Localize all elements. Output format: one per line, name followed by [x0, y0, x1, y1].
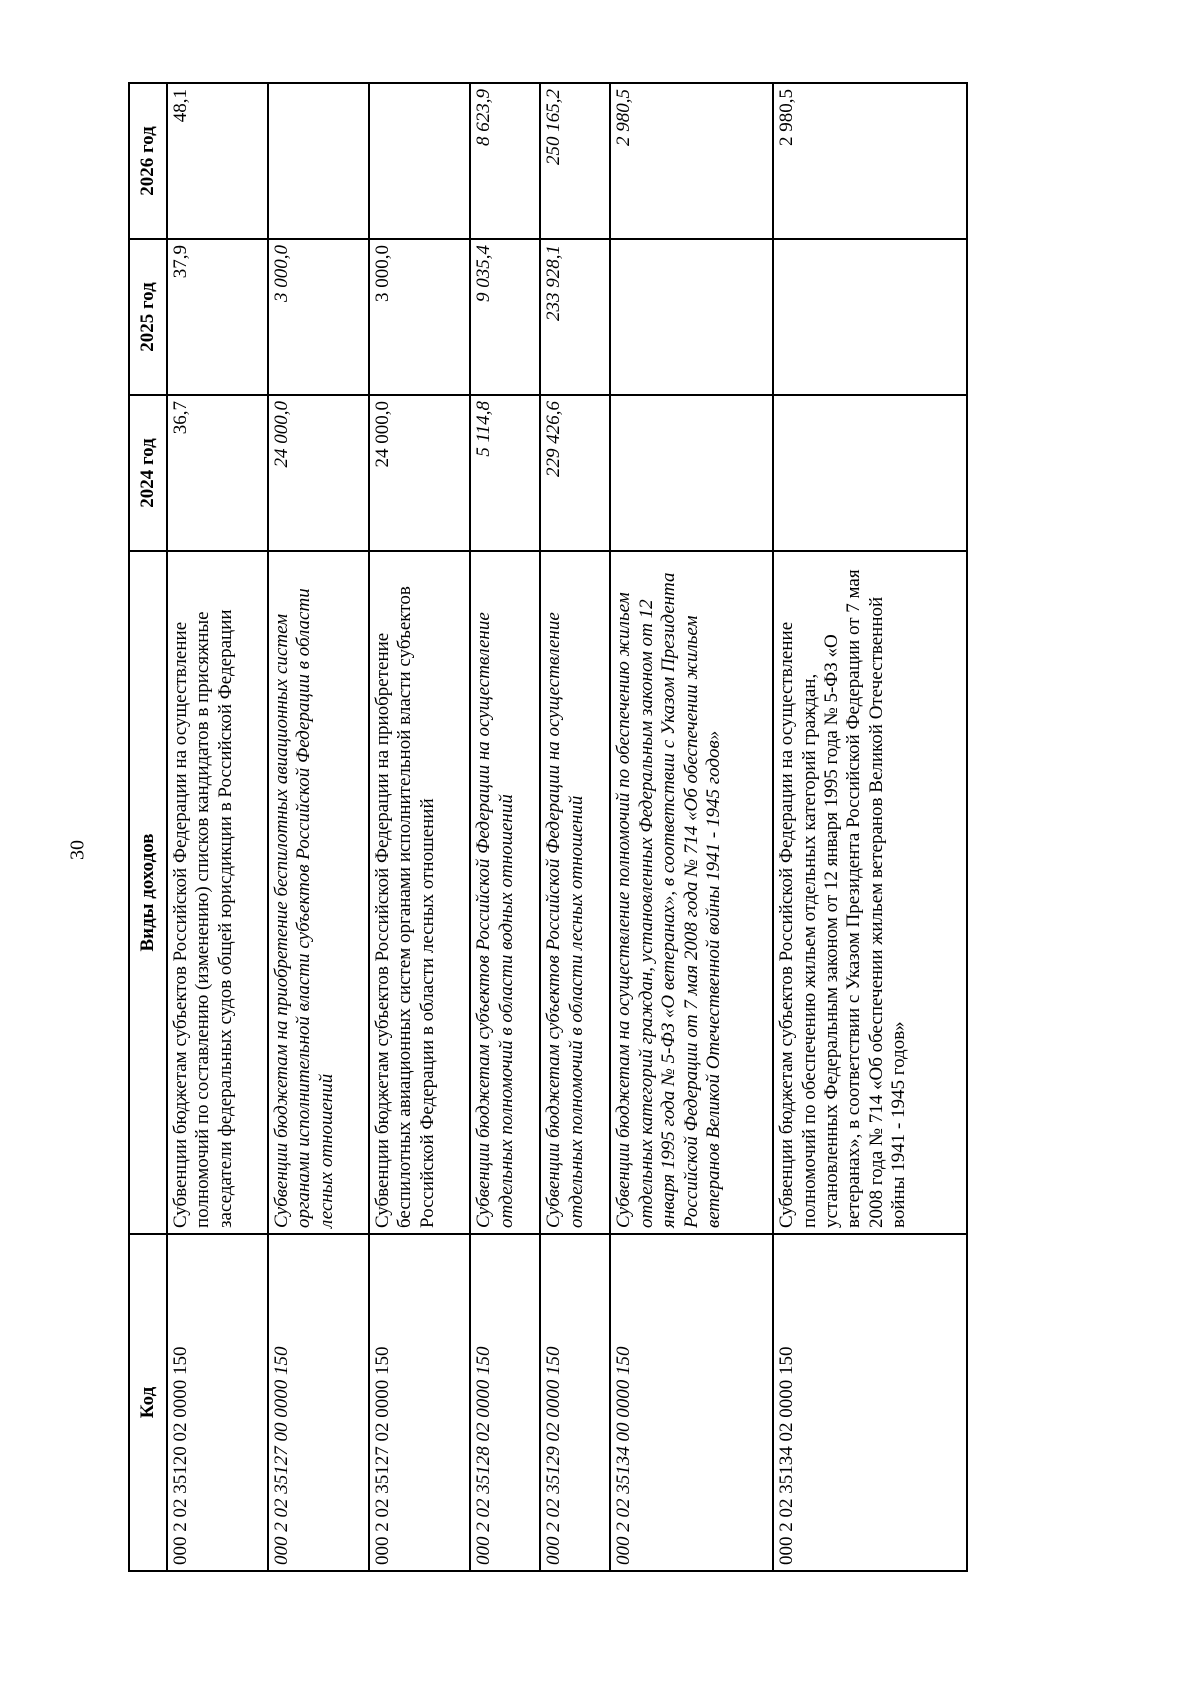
cell-2024: 24 000,0 — [369, 395, 470, 551]
cell-name: Субвенции бюджетам субъектов Российской Федерации на осуществление полномочий по обеспечению жильем отдельных категорий граждан, установленных Федеральным законом от 12 января 1995 года № 5-ФЗ «О ветеранах», в соответствии с Указом Президента Российской Федерации от 7 мая 2008 года № 714 «Об обеспечении жильем ветеранов Великой Отечественной войны 1941 - 1945 годов» — [773, 551, 967, 1234]
cell-2025: 37,9 — [167, 239, 268, 395]
cell-name: Субвенции бюджетам на приобретение беспилотных авиационных систем органами исполнительной власти субъектов Российской Федерации в области лесных отношений — [268, 551, 369, 1234]
cell-name: Субвенции бюджетам субъектов Российской Федерации на осуществление полномочий по составлению (изменению) списков кандидатов в присяжные заседатели федеральных судов общей юрисдикции в Российской Федерации — [167, 551, 268, 1234]
table-row — [540, 83, 610, 1571]
header-code: Код — [129, 1234, 167, 1571]
cell-2025: 9 035,4 — [470, 239, 540, 395]
header-2025: 2025 год — [129, 239, 167, 395]
page-number: 30 — [66, 840, 89, 860]
cell-2024 — [773, 395, 967, 551]
cell-2025: 3 000,0 — [369, 239, 470, 395]
cell-2024: 5 114,8 — [470, 395, 540, 551]
table-row — [167, 83, 268, 1571]
cell-2026: 250 165,2 — [540, 83, 610, 239]
table-row — [268, 83, 369, 1571]
header-name: Виды доходов — [129, 551, 167, 1234]
revenue-table — [128, 82, 968, 1572]
cell-2024: 36,7 — [167, 395, 268, 551]
cell-2025 — [773, 239, 967, 395]
cell-2025 — [610, 239, 773, 395]
cell-code: 000 2 02 35128 02 0000 150 — [470, 1234, 540, 1571]
cell-2026: 8 623,9 — [470, 83, 540, 239]
table-row — [470, 83, 540, 1571]
cell-2024: 229 426,6 — [540, 395, 610, 551]
cell-2025: 233 928,1 — [540, 239, 610, 395]
cell-2026 — [369, 83, 470, 239]
header-2024: 2024 год — [129, 395, 167, 551]
cell-code: 000 2 02 35134 02 0000 150 — [773, 1234, 967, 1571]
cell-2025: 3 000,0 — [268, 239, 369, 395]
cell-code: 000 2 02 35127 00 0000 150 — [268, 1234, 369, 1571]
table-row — [369, 83, 470, 1571]
cell-name: Субвенции бюджетам субъектов Российской Федерации на осуществление отдельных полномочий в области лесных отношений — [540, 551, 610, 1234]
cell-name: Субвенции бюджетам субъектов Российской Федерации на приобретение беспилотных авиационных систем органами исполнительной власти субъектов Российской Федерации в области лесных отношений — [369, 551, 470, 1234]
table-row — [773, 83, 967, 1571]
cell-code: 000 2 02 35129 02 0000 150 — [540, 1234, 610, 1571]
cell-2026: 2 980,5 — [773, 83, 967, 239]
cell-code: 000 2 02 35127 02 0000 150 — [369, 1234, 470, 1571]
cell-2024 — [610, 395, 773, 551]
cell-code: 000 2 02 35120 02 0000 150 — [167, 1234, 268, 1571]
table-row — [610, 83, 773, 1571]
rotated-table-container — [128, 82, 968, 1572]
cell-name: Субвенции бюджетам субъектов Российской Федерации на осуществление отдельных полномочий в области водных отношений — [470, 551, 540, 1234]
cell-2026 — [268, 83, 369, 239]
cell-code: 000 2 02 35134 00 0000 150 — [610, 1234, 773, 1571]
cell-2026: 2 980,5 — [610, 83, 773, 239]
cell-2024: 24 000,0 — [268, 395, 369, 551]
cell-2026: 48,1 — [167, 83, 268, 239]
table-header-row — [129, 83, 167, 1571]
header-2026: 2026 год — [129, 83, 167, 239]
cell-name: Субвенции бюджетам на осуществление полномочий по обеспечению жильем отдельных категорий граждан, установленных Федеральным законом от 12 января 1995 года № 5-ФЗ «О ветеранах», в соответствии с Указом Президента Российской Федерации от 7 мая 2008 года № 714 «Об обеспечении жильем ветеранов Великой Отечественной войны 1941 - 1945 годов» — [610, 551, 773, 1234]
